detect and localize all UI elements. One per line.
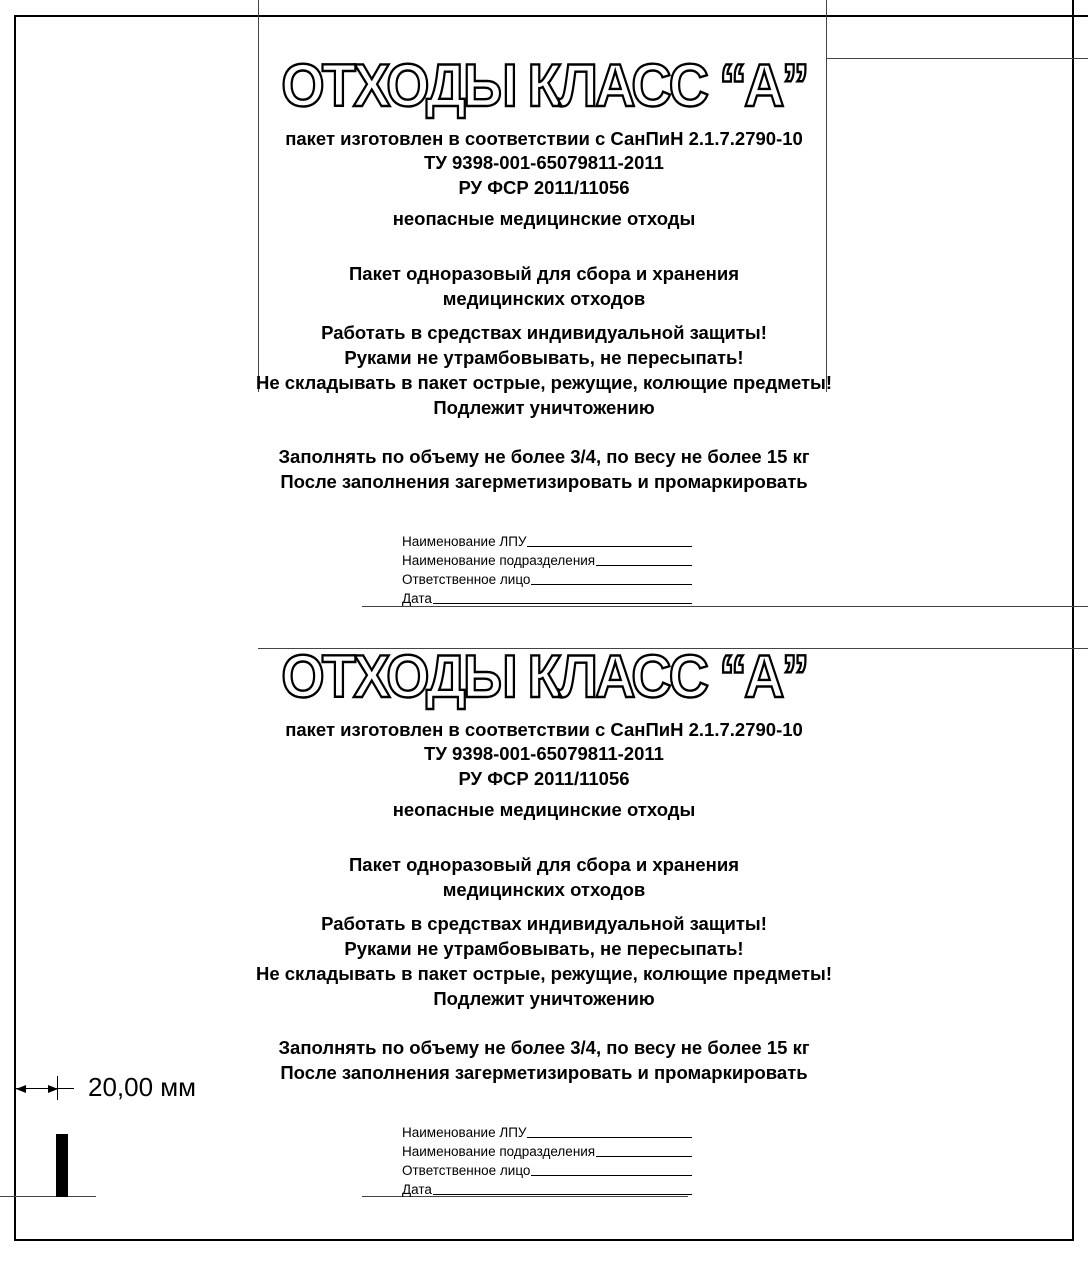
form-label-date: Дата (402, 591, 432, 606)
form-field-person (531, 1161, 692, 1176)
form-row-date (402, 1180, 692, 1199)
form-row-person (402, 570, 692, 589)
dimension-bar (56, 1134, 68, 1197)
tu-code: ТУ 9398-001-65079811-2011 (424, 152, 664, 173)
form-label-dept: Наименование подразделения (402, 1144, 596, 1159)
warning-line-2: Руками не утрамбовывать, не пересыпать! (344, 938, 744, 959)
purpose-line-2: медицинских отходов (442, 288, 646, 309)
compliance-text: пакет изготовлен в соответствии с СанПиН 2.1.7.2790-10 (285, 719, 803, 740)
frame-left (14, 15, 16, 1241)
form-label-org: Наименование ЛПУ (402, 534, 527, 549)
form-label-org: Наименование ЛПУ (402, 1125, 527, 1140)
tu-code: ТУ 9398-001-65079811-2011 (424, 743, 664, 764)
form-field-dept (596, 551, 692, 566)
form-row-org (402, 532, 692, 551)
guide-horizontal-top (826, 58, 1088, 59)
form-row-dept (402, 1142, 692, 1161)
form-row-date (402, 589, 692, 608)
fill-instruction-1: Заполнять по объему не более 3/4, по весу не более 15 кг (278, 446, 810, 467)
form-label-date: Дата (402, 1182, 432, 1197)
frame-right (1072, 0, 1074, 1241)
form-label-person: Ответственное лицо (402, 572, 531, 587)
compliance-text: пакет изготовлен в соответствии с СанПиН 2.1.7.2790-10 (285, 128, 803, 149)
form-label-person: Ответственное лицо (402, 1163, 531, 1178)
dimension-arrowheads (14, 1082, 60, 1096)
purpose-line-1: Пакет одноразовый для сбора и хранения (348, 854, 740, 875)
warning-line-4: Подлежит уничтожению (433, 988, 655, 1009)
dimension-label: 20,00 мм (88, 1072, 197, 1102)
form-row-person (402, 1161, 692, 1180)
fill-instruction-2: После заполнения загерметизировать и промаркировать (280, 1062, 808, 1083)
fill-instruction-1: Заполнять по объему не более 3/4, по весу не более 15 кг (278, 1037, 810, 1058)
guide-horizontal-bottom (0, 1196, 96, 1197)
form-row-dept (402, 551, 692, 570)
form-field-org (527, 532, 692, 547)
form-label-dept: Наименование подразделения (402, 553, 596, 568)
label-title: ОТХОДЫ КЛАСС “А” (281, 52, 807, 119)
ru-code: РУ ФСР 2011/11056 (458, 768, 630, 789)
warning-line-1: Работать в средствах индивидуальной защиты! (321, 913, 767, 934)
waste-category: неопасные медицинские отходы (392, 799, 696, 820)
purpose-line-1: Пакет одноразовый для сбора и хранения (348, 263, 740, 284)
warning-line-4: Подлежит уничтожению (433, 397, 655, 418)
form-field-date (433, 589, 692, 604)
frame-top (14, 15, 1088, 17)
purpose-line-2: медицинских отходов (442, 879, 646, 900)
form-field-org (527, 1123, 692, 1138)
warning-line-3: Не складывать в пакет острые, режущие, колющие предметы! (255, 963, 833, 984)
marking-form (402, 1123, 692, 1199)
warning-line-1: Работать в средствах индивидуальной защиты! (321, 322, 767, 343)
warning-line-2: Руками не утрамбовывать, не пересыпать! (344, 347, 744, 368)
warning-line-3: Не складывать в пакет острые, режущие, колющие предметы! (255, 372, 833, 393)
label-title: ОТХОДЫ КЛАСС “А” (281, 643, 807, 710)
form-field-date (433, 1180, 692, 1195)
form-field-person (531, 570, 692, 585)
form-field-dept (596, 1142, 692, 1157)
form-row-org (402, 1123, 692, 1142)
frame-bottom (14, 1239, 1074, 1241)
ru-code: РУ ФСР 2011/11056 (458, 177, 630, 198)
waste-category: неопасные медицинские отходы (392, 208, 696, 229)
marking-form (402, 532, 692, 608)
fill-instruction-2: После заполнения загерметизировать и промаркировать (280, 471, 808, 492)
